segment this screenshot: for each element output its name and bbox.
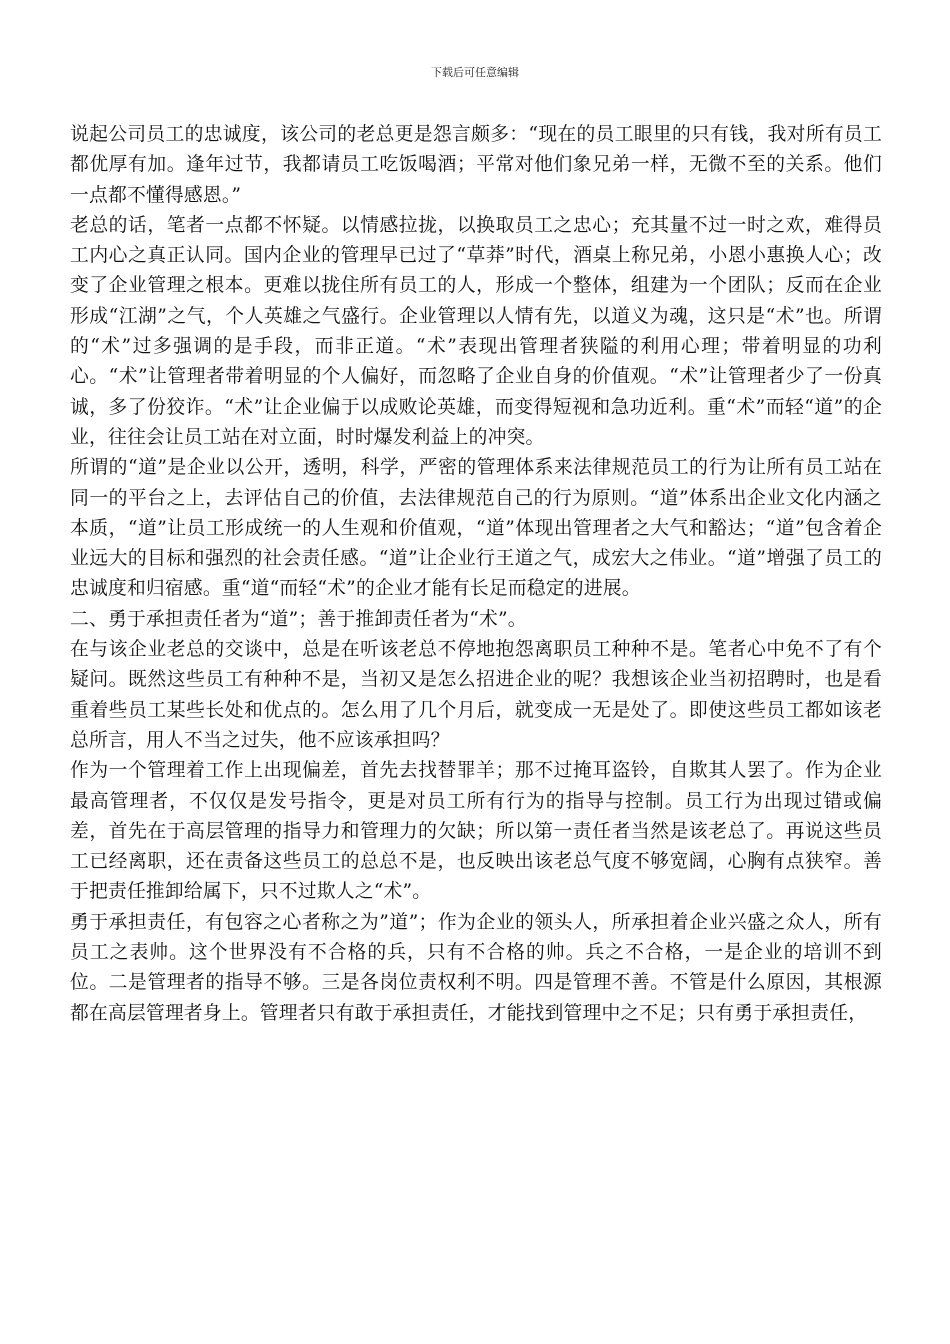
paragraph-loyalty-complaint: 说起公司员工的忠诚度，该公司的老总更是怨言颇多：“现在的员工眼里的只有钱，我对所有员工都优厚有加。逢年过节，我都请员工吃饭喝酒；平常对他们象兄弟一样，无微不至的关系。他们一点都不懂得感恩。”: [70, 124, 882, 206]
paragraph-shu-critique: 老总的话，笔者一点都不怀疑。以情感拉拢，以换取员工之忠心；充其量不过一时之欢，难得员工内心之真正认同。国内企业的管理早已过了“草莽”时代，酒桌上称兄弟，小恩小惠换人心；改变了企业管理之根本。更难以拢住所有员工的人，形成一个整体，组建为一个团队；反而在企业形成“江湖”之气，个人英雄之气盛行。企业管理以人情有先，以道义为魂，这只是“术”也。所谓的“术”过多强调的是手段，而非正道。“术”表现出管理者狭隘的利用心理；带着明显的功利心。“术”让管理者带着明显的个人偏好，而忽略了企业自身的价值观。“术”让管理者少了一份真诚，多了份狡诈。“术”让企业偏于以成败论英雄，而变得短视和急功近利。重“术”而轻“道”的企业，往往会让员工站在对立面，时时爆发利益上的冲突。: [70, 214, 882, 448]
paragraph-dao-definition: 所谓的“道”是企业以公开，透明，科学，严密的管理体系来法律规范员工的行为让所有员工站在同一的平台之上，去评估自己的价值，去法律规范自己的行为原则。“道”体系出企业文化内涵之本质，“道”让员工形成统一的人生观和价值观，“道”体现出管理者之大气和豁达；“道”包含着企业远大的目标和强烈的社会责任感。“道”让企业行王道之气，成宏大之伟业。“道”增强了员工的忠诚度和归宿感。重“道“而轻“术”的企业才能有长足而稳定的进展。: [70, 457, 882, 600]
section-heading-2: 二、勇于承担责任者为“道”；善于推卸责任者为“术”。: [70, 608, 527, 630]
paragraph-manager-responsibility: 作为一个管理着工作上出现偏差，首先去找替罪羊；那不过掩耳盗铃，自欺其人罢了。作为企业最高管理者，不仅仅是发号指令，更是对员工所有行为的指导与控制。员工行为出现过错或偏差，首先在于高层管理的指导力和管理力的欠缺；所以第一责任者当然是该老总了。再说这些员工已经离职，还在责备这些员工的总总不是，也反映出该老总气度不够宽阔，心胸有点狭窄。善于把责任推卸给属下，只不过欺人之“术”。: [70, 760, 882, 903]
paragraph-take-responsibility: 勇于承担责任，有包容之心者称之为”道”；作为企业的领头人，所承担着企业兴盛之众人，所有员工之表帅。这个世界没有不合格的兵，只有不合格的帅。兵之不合格，一是企业的培训不到位。二是管理者的指导不够。三是各岗位责权利不明。四是管理不善。不管是什么原因，其根源都在高层管理者身上。管理者只有敢于承担责任，才能找到管理中之不足；只有勇于承担责任，: [70, 911, 882, 1024]
page-header: 下载后可任意编辑: [431, 66, 519, 79]
document-body: [70, 120, 882, 1029]
paragraph-conversation: 在与该企业老总的交谈中，总是在听该老总不停地抱怨离职员工种种不是。笔者心中免不了有个疑问。既然这些员工有种种不是，当初又是怎么招进企业的呢？我想该企业当初招聘时，也是看重着些员工某些长处和优点的。怎么用了几个月后，就变成一无是处了。即使这些员工都如该老总所言，用人不当之过失，他不应该承担吗？: [70, 639, 882, 751]
